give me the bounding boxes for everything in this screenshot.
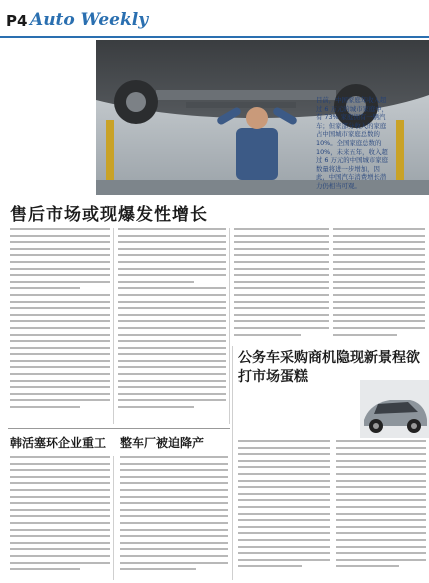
bus-article-headline: 公务车采购商机隐现新景程欲打市场蛋糕 (238, 350, 420, 385)
korea-article-headline: 韩活塞环企业重工 (10, 436, 107, 450)
section-divider (8, 428, 230, 429)
column-divider (113, 456, 114, 580)
pull-quote-text: 目前，中国家庭年收入超过 6 万元的城市家庭中，有 73% 家庭拥有一辆汽车；但家部分收入的家庭占中国城市家庭总数的 10%。全国家庭总数的 10%，未来五年，收入超过 6 万元的中国城市家庭数量将进一步增加，因此，中国汽车消费增长潜力仍相当可观。 (316, 96, 389, 190)
column-divider (229, 228, 230, 424)
car-photo (360, 380, 429, 438)
column-divider (113, 228, 114, 424)
main-article-column-1 (10, 228, 110, 428)
bus-article-column-2 (336, 440, 426, 580)
main-article-column-2 (118, 228, 226, 428)
column-divider (232, 346, 233, 580)
publication-brand: Auto Weekly (30, 10, 149, 30)
korea-article-body (10, 456, 110, 580)
header-rule (0, 36, 429, 38)
pull-quote (316, 96, 392, 188)
page-number: P4 (6, 12, 28, 30)
bus-article-column-1 (238, 440, 330, 580)
page-header (0, 0, 429, 40)
main-article-column-4 (333, 228, 425, 343)
oem-article-headline: 整车厂被迫降产 (120, 436, 205, 450)
car-photo-illustration (360, 380, 429, 438)
main-headline: 售后市场或现爆发性增长 (10, 205, 208, 225)
main-article-column-3 (234, 228, 329, 343)
oem-article-body (120, 456, 228, 580)
